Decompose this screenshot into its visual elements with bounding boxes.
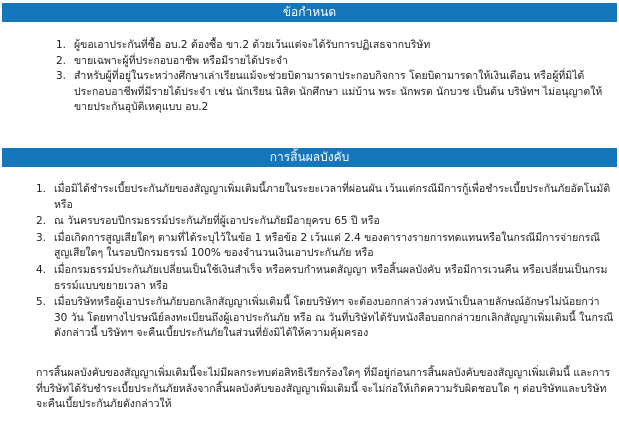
- list-item: [36, 263, 614, 294]
- list-item: [56, 69, 616, 116]
- list-item: [36, 182, 614, 213]
- list-item: [36, 295, 614, 342]
- termination-list: [36, 182, 614, 343]
- conditions-list: [56, 38, 616, 116]
- item-text: ขายเฉพาะผู้ที่ประกอบอาชีพ หรือมีรายได้ประจำ: [74, 54, 288, 67]
- termination-header: การสิ้นผลบังคับ: [2, 148, 617, 167]
- item-number: 5.: [36, 296, 47, 309]
- item-number: 2.: [36, 215, 47, 228]
- item-number: 3.: [56, 70, 67, 83]
- item-text: ณ วันครบรอบปีกรมธรรม์ประกันภัยที่ผู้เอาประกันภัยมีอายุครบ 65 ปี หรือ: [54, 215, 380, 228]
- list-item: [36, 231, 614, 262]
- closing-paragraph: การสิ้นผลบังคับของสัญญาเพิ่มเติมนี้จะไม่มีผลกระทบต่อสิทธิเรียกร้องใดๆ ที่มีอยู่ก่อนการสิ้นผลบังคับของสัญญาเพิ่มเติมนี้ และการที่บริษัทได้รับชำระเบี้ยประกันภัยหลังจากสิ้นผลบังคับของสัญญาเพิ่มเติมนี้ จะไม่ก่อให้เกิดความรับผิดชอบใด ๆ ต่อบริษัทและบริษัทจะคืนเบี้ยประกันภัยดังกล่าวให้: [36, 367, 611, 411]
- item-text: เมื่อบริษัทหรือผู้เอาประกันภัยบอกเลิกสัญญาเพิ่มเติมนี้ โดยบริษัทฯ จะต้องบอกกล่าวล่วงหน้าเป็นลายลักษณ์อักษรไม่น้อยกว่า 30 วัน โดยทางไปรษณีย์ลงทะเบียนถึงผู้เอาประกันภัย หรือ ณ วันที่บริษัทได้รับหนังสือบอกกล่าวยกเลิกสัญญาเพิ่มเติมนี้ ในกรณีดังกล่าวนี้ บริษัทฯ จะคืนเบี้ยประกันภัยในส่วนที่ยังมิได้ให้ความคุ้มครอง: [54, 296, 614, 340]
- item-number: 4.: [36, 263, 47, 276]
- list-item: [36, 214, 614, 230]
- item-text: ผู้ขอเอาประกันที่ซื้อ อบ.2 ต้องซื้อ ขา.2 ด้วยเว้นแต่จะได้รับการปฏิเสธจากบริษัท: [74, 39, 431, 51]
- item-number: 1.: [56, 39, 67, 51]
- conditions-header: ข้อกำหนด: [2, 3, 617, 22]
- item-text: เมื่อเกิดการสูญเสียใดๆ ตามที่ได้ระบุไว้ในข้อ 1 หรือข้อ 2 เว้นแต่ 2.4 ของตารางรายการทดแทนหรือในกรณีมีการจ่ายกรณีสูญเสียใดๆ ในรอบปีกรมธรรม์ 100% ของจำนวนเงินเอาประกันภัย หรือ: [54, 231, 600, 260]
- item-number: 1.: [36, 183, 47, 195]
- list-item: [56, 38, 616, 54]
- item-number: 3.: [36, 231, 47, 244]
- list-item: [56, 54, 616, 70]
- item-text: เมื่อมิได้ชำระเบี้ยประกันภัยของสัญญาเพิ่มเติมนี้ภายในระยะเวลาที่ผ่อนผัน เว้นแต่กรณีมีการกู้เพื่อชำระเบี้ยประกันภัยอัตโนมัติ หรือ: [54, 183, 611, 211]
- item-text: เมื่อกรมธรรม์ประกันภัยเปลี่ยนเป็นใช้เงินสำเร็จ หรือครบกำหนดสัญญา หรือสิ้นผลบังคับ หรือมีการเวนคืน หรือเปลี่ยนเป็นกรมธรรม์แบบขยายเวลา หรือ: [54, 263, 608, 292]
- item-text: สำหรับผู้ที่อยู่ในระหว่างศึกษาเล่าเรียนแม้จะช่วยบิดามารดาประกอบกิจการ โดยบิดามารดาให้เงินเดือน หรือผู้ที่มิได้ประกอบอาชีพที่มีรายได้ประจำ เช่น นักเรียน นิสิต นักศึกษา แม่บ้าน พระ นักพรต นักบวช เป็นต้น บริษัทฯ ไม่อนุญาตให้ขายประกันอุบัติเหตุแบบ อบ.2: [74, 70, 603, 114]
- item-number: 2.: [56, 54, 67, 67]
